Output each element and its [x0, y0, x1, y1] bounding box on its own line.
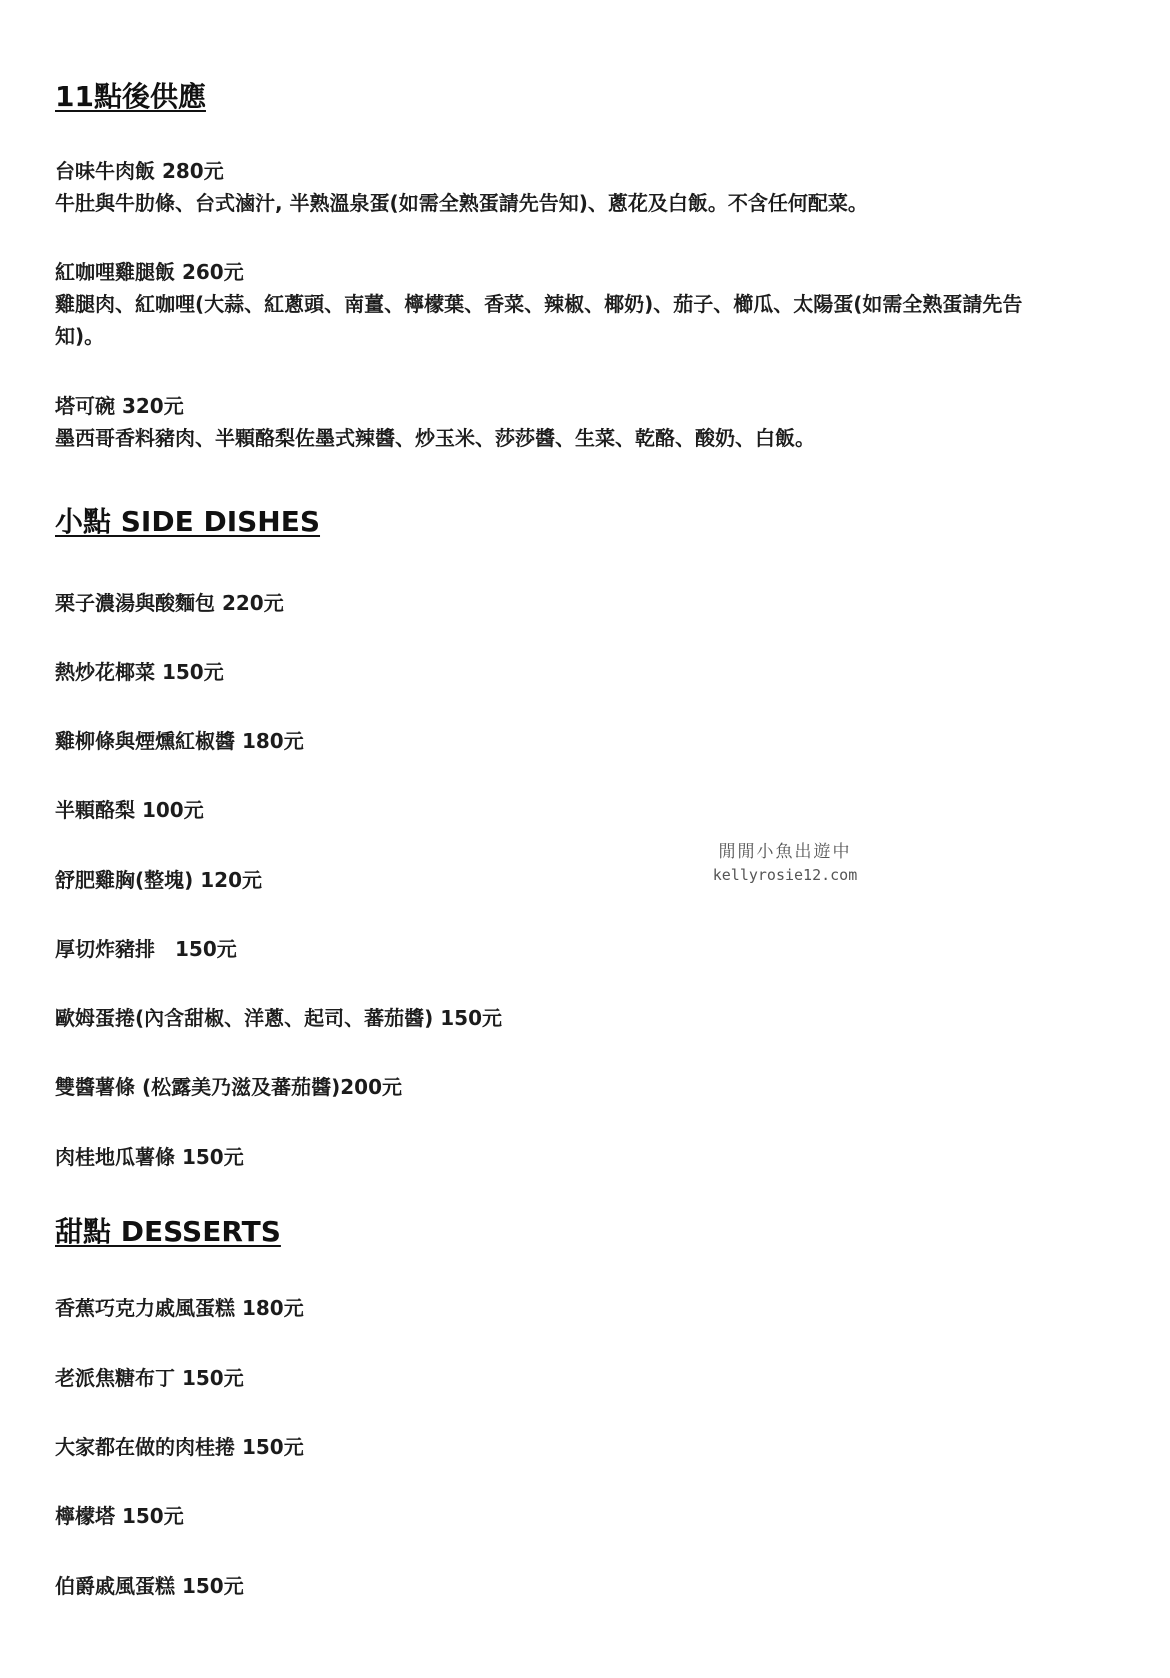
- menu-item-description: 牛肚與牛肋條、台式滷汁, 半熟溫泉蛋(如需全熟蛋請先告知)、蔥花及白飯。不含任何配菜。: [55, 191, 868, 215]
- dessert-item: 伯爵戚風蛋糕 150元: [55, 1574, 244, 1598]
- menu-item-description: 雞腿肉、紅咖哩(大蒜、紅蔥頭、南薑、檸檬葉、香菜、辣椒、椰奶)、茄子、櫛瓜、太陽蛋(如需全熟蛋請先告知)。: [55, 292, 1023, 348]
- menu-item-title: 台味牛肉飯 280元: [55, 159, 224, 183]
- side-dish-item: 熱炒花椰菜 150元: [55, 660, 224, 684]
- watermark-url: kellyrosie12.com: [712, 866, 858, 884]
- watermark: [700, 840, 870, 886]
- heading-side-dishes: 小點 SIDE DISHES: [55, 505, 321, 538]
- dessert-item: 老派焦糖布丁 150元: [55, 1366, 244, 1390]
- side-dish-item: 歐姆蛋捲(內含甜椒、洋蔥、起司、蕃茄醬) 150元: [55, 1006, 502, 1030]
- dessert-item: 檸檬塔 150元: [55, 1504, 184, 1528]
- side-dish-item: 肉桂地瓜薯條 150元: [55, 1145, 244, 1169]
- heading-desserts: 甜點 DESSERTS: [55, 1215, 281, 1248]
- dessert-item: 香蕉巧克力戚風蛋糕 180元: [55, 1296, 304, 1320]
- menu-item-title: 塔可碗 320元: [55, 394, 184, 418]
- menu-item-title: 紅咖哩雞腿飯 260元: [55, 260, 244, 284]
- watermark-name: 閒閒小魚出遊中: [718, 842, 852, 862]
- dessert-item: 大家都在做的肉桂捲 150元: [55, 1435, 304, 1459]
- side-dish-item: 舒肥雞胸(整塊) 120元: [55, 868, 262, 892]
- menu-item-description: 墨西哥香料豬肉、半顆酪梨佐墨式辣醬、炒玉米、莎莎醬、生菜、乾酪、酸奶、白飯。: [55, 426, 815, 450]
- side-dish-item: 半顆酪梨 100元: [55, 798, 204, 822]
- side-dish-item: 栗子濃湯與酸麵包 220元: [55, 591, 284, 615]
- side-dish-item: 厚切炸豬排 150元: [55, 937, 237, 961]
- side-dish-item: 雙醬薯條 (松露美乃滋及蕃茄醬)200元: [55, 1075, 402, 1099]
- side-dish-item: 雞柳條與煙燻紅椒醬 180元: [55, 729, 304, 753]
- heading-late-night: 11點後供應: [55, 80, 206, 113]
